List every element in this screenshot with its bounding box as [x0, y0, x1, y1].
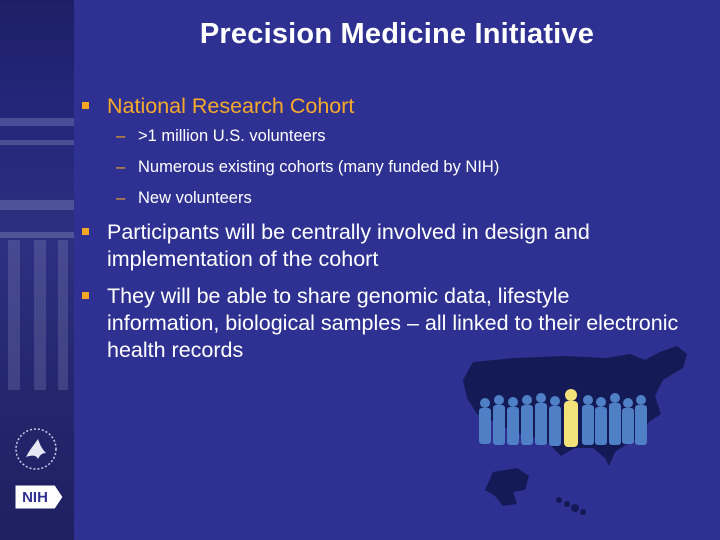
nih-logo-text: NIH: [22, 489, 48, 506]
bullet-square-icon: [82, 102, 89, 109]
bullet-square-icon: [82, 292, 89, 299]
alaska-shape: [485, 468, 529, 506]
nih-logo: [13, 483, 65, 511]
sub-bullet: [82, 157, 682, 177]
dash-icon: –: [116, 189, 126, 207]
sub-bullet-text: Numerous existing cohorts (many funded by NIH): [138, 158, 500, 176]
bullet-text: Participants will be centrally involved in design and implementation of the cohort: [107, 220, 590, 271]
sub-bullet-list: [82, 126, 682, 208]
highlighted-person: [564, 389, 578, 447]
hhs-eagle-logo-icon: [14, 427, 58, 471]
sub-bullet-text: New volunteers: [138, 189, 252, 207]
bullet-text: National Research Cohort: [107, 94, 355, 118]
sub-bullet-text: >1 million U.S. volunteers: [138, 127, 326, 145]
bullet-national-research-cohort: [82, 93, 682, 120]
sub-bullet: [82, 126, 682, 146]
bullet-list: [82, 93, 682, 370]
sub-bullet: [82, 188, 682, 208]
bullet-participants: [82, 219, 682, 273]
bullet-text: They will be able to share genomic data, lifestyle information, biological samples – all linked to their electronic health records: [107, 284, 679, 362]
dash-icon: –: [116, 127, 126, 145]
dash-icon: –: [116, 158, 126, 176]
slide-title: Precision Medicine Initiative: [199, 18, 595, 50]
us-map-with-people-illustration: [455, 340, 715, 540]
bullet-square-icon: [82, 228, 89, 235]
